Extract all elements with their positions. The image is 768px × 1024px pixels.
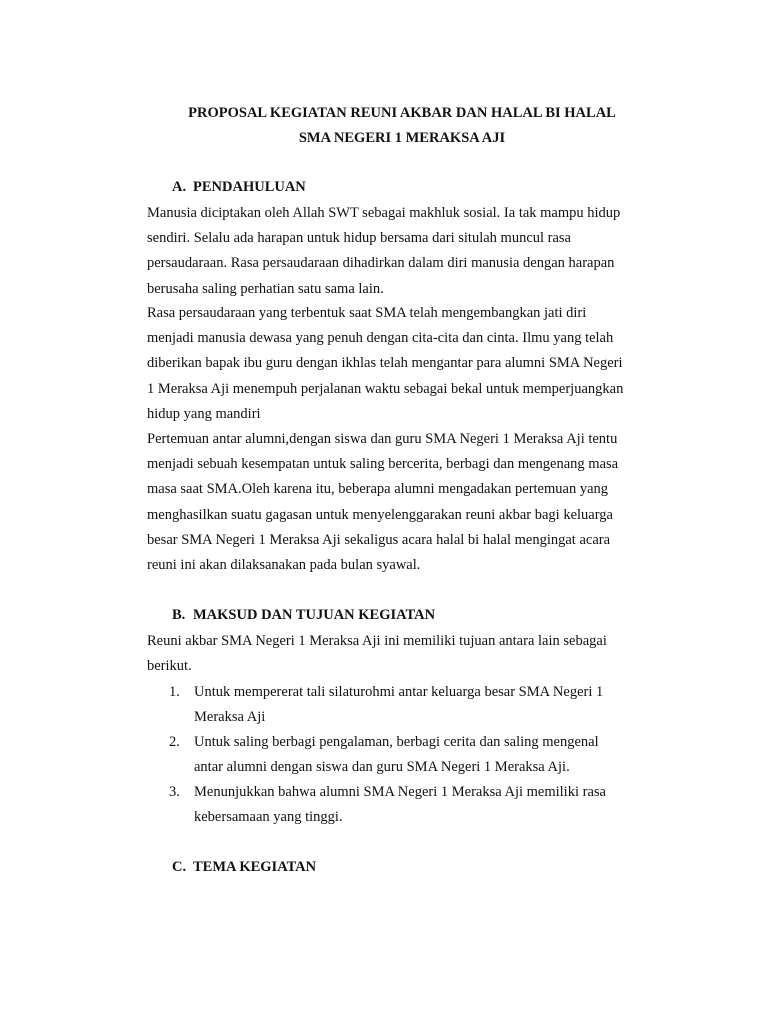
text-line: menjadi manusia dewasa yang penuh dengan cita-cita dan cinta. Ilmu yang telah: [147, 330, 614, 347]
text-line: Untuk mempererat tali silaturohmi antar keluarga besar SMA Negeri 1: [194, 684, 604, 700]
text-line: Manusia diciptakan oleh Allah SWT sebagai makhluk sosial. Ia tak mampu hidup: [147, 205, 621, 221]
text-line: persaudaraan. Rasa persaudaraan dihadirkan dalam diri manusia dengan harapan: [147, 255, 615, 272]
section-c-title: TEMA KEGIATAN: [193, 859, 317, 875]
section-a-heading: [172, 175, 306, 200]
text-line: Reuni akbar SMA Negeri 1 Meraksa Aji ini memiliki tujuan antara lain sebagai: [147, 633, 607, 649]
text-line: hidup yang mandiri: [147, 405, 261, 422]
section-b-intro: [147, 629, 667, 679]
list-item-text: [194, 730, 664, 780]
text-line: Rasa persaudaraan yang terbentuk saat SMA telah mengembangkan jati diri: [147, 305, 587, 321]
list-item-number: 2.: [169, 734, 180, 750]
section-a-letter: A.: [172, 179, 187, 195]
section-b-title: MAKSUD DAN TUJUAN KEGIATAN: [193, 607, 436, 623]
list-item-text: [194, 780, 664, 830]
text-line: Meraksa Aji: [194, 709, 266, 726]
document-title-line-1: PROPOSAL KEGIATAN REUNI AKBAR DAN HALAL BI HALAL: [188, 105, 616, 121]
document-title-line-2: SMA NEGERI 1 MERAKSA AJI: [298, 130, 506, 146]
text-line: 1 Meraksa Aji menempuh perjalanan waktu sebagai bekal untuk memperjuangkan: [147, 380, 624, 397]
text-line: masa saat SMA.Oleh karena itu, beberapa alumni mengadakan pertemuan yang: [147, 481, 609, 498]
section-c-letter: C.: [172, 859, 187, 875]
text-line: Menunjukkan bahwa alumni SMA Negeri 1 Meraksa Aji memiliki rasa: [194, 784, 606, 800]
text-line: diberikan bapak ibu guru dengan ikhlas telah mengantar para alumni SMA Negeri: [147, 355, 623, 372]
text-line: sendiri. Selalu ada harapan untuk hidup bersama dari situlah muncul rasa: [147, 230, 571, 247]
text-line: kebersamaan yang tinggi.: [194, 809, 343, 826]
text-line: besar SMA Negeri 1 Meraksa Aji sekaligus acara halal bi halal mengingat acara: [147, 531, 611, 548]
text-line: berikut.: [147, 658, 192, 675]
section-a-paragraph-1: [147, 201, 667, 302]
section-c-heading: [172, 855, 316, 880]
text-line: Untuk saling berbagi pengalaman, berbagi cerita dan saling mengenal: [194, 734, 599, 750]
section-b-letter: B.: [172, 607, 186, 623]
section-a-paragraph-3: [147, 427, 667, 578]
text-line: antar alumni dengan siswa dan guru SMA Negeri 1 Meraksa Aji.: [194, 759, 570, 776]
section-a-paragraph-2: [147, 301, 667, 427]
text-line: Pertemuan antar alumni,dengan siswa dan guru SMA Negeri 1 Meraksa Aji tentu: [147, 431, 618, 447]
list-item-text: [194, 680, 664, 730]
section-a-title: PENDAHULUAN: [193, 179, 306, 195]
section-b-heading: [172, 603, 435, 628]
text-line: menjadi sebuah kesempatan untuk saling bercerita, berbagi dan mengenang masa: [147, 456, 619, 473]
text-line: reuni ini akan dilaksanakan pada bulan syawal.: [147, 557, 421, 574]
text-line: berusaha saling perhatian satu sama lain.: [147, 280, 384, 297]
list-item-number: 3.: [169, 784, 180, 800]
list-item-number: 1.: [169, 684, 180, 700]
text-line: menghasilkan suatu gagasan untuk menyelenggarakan reuni akbar bagi keluarga: [147, 506, 613, 523]
